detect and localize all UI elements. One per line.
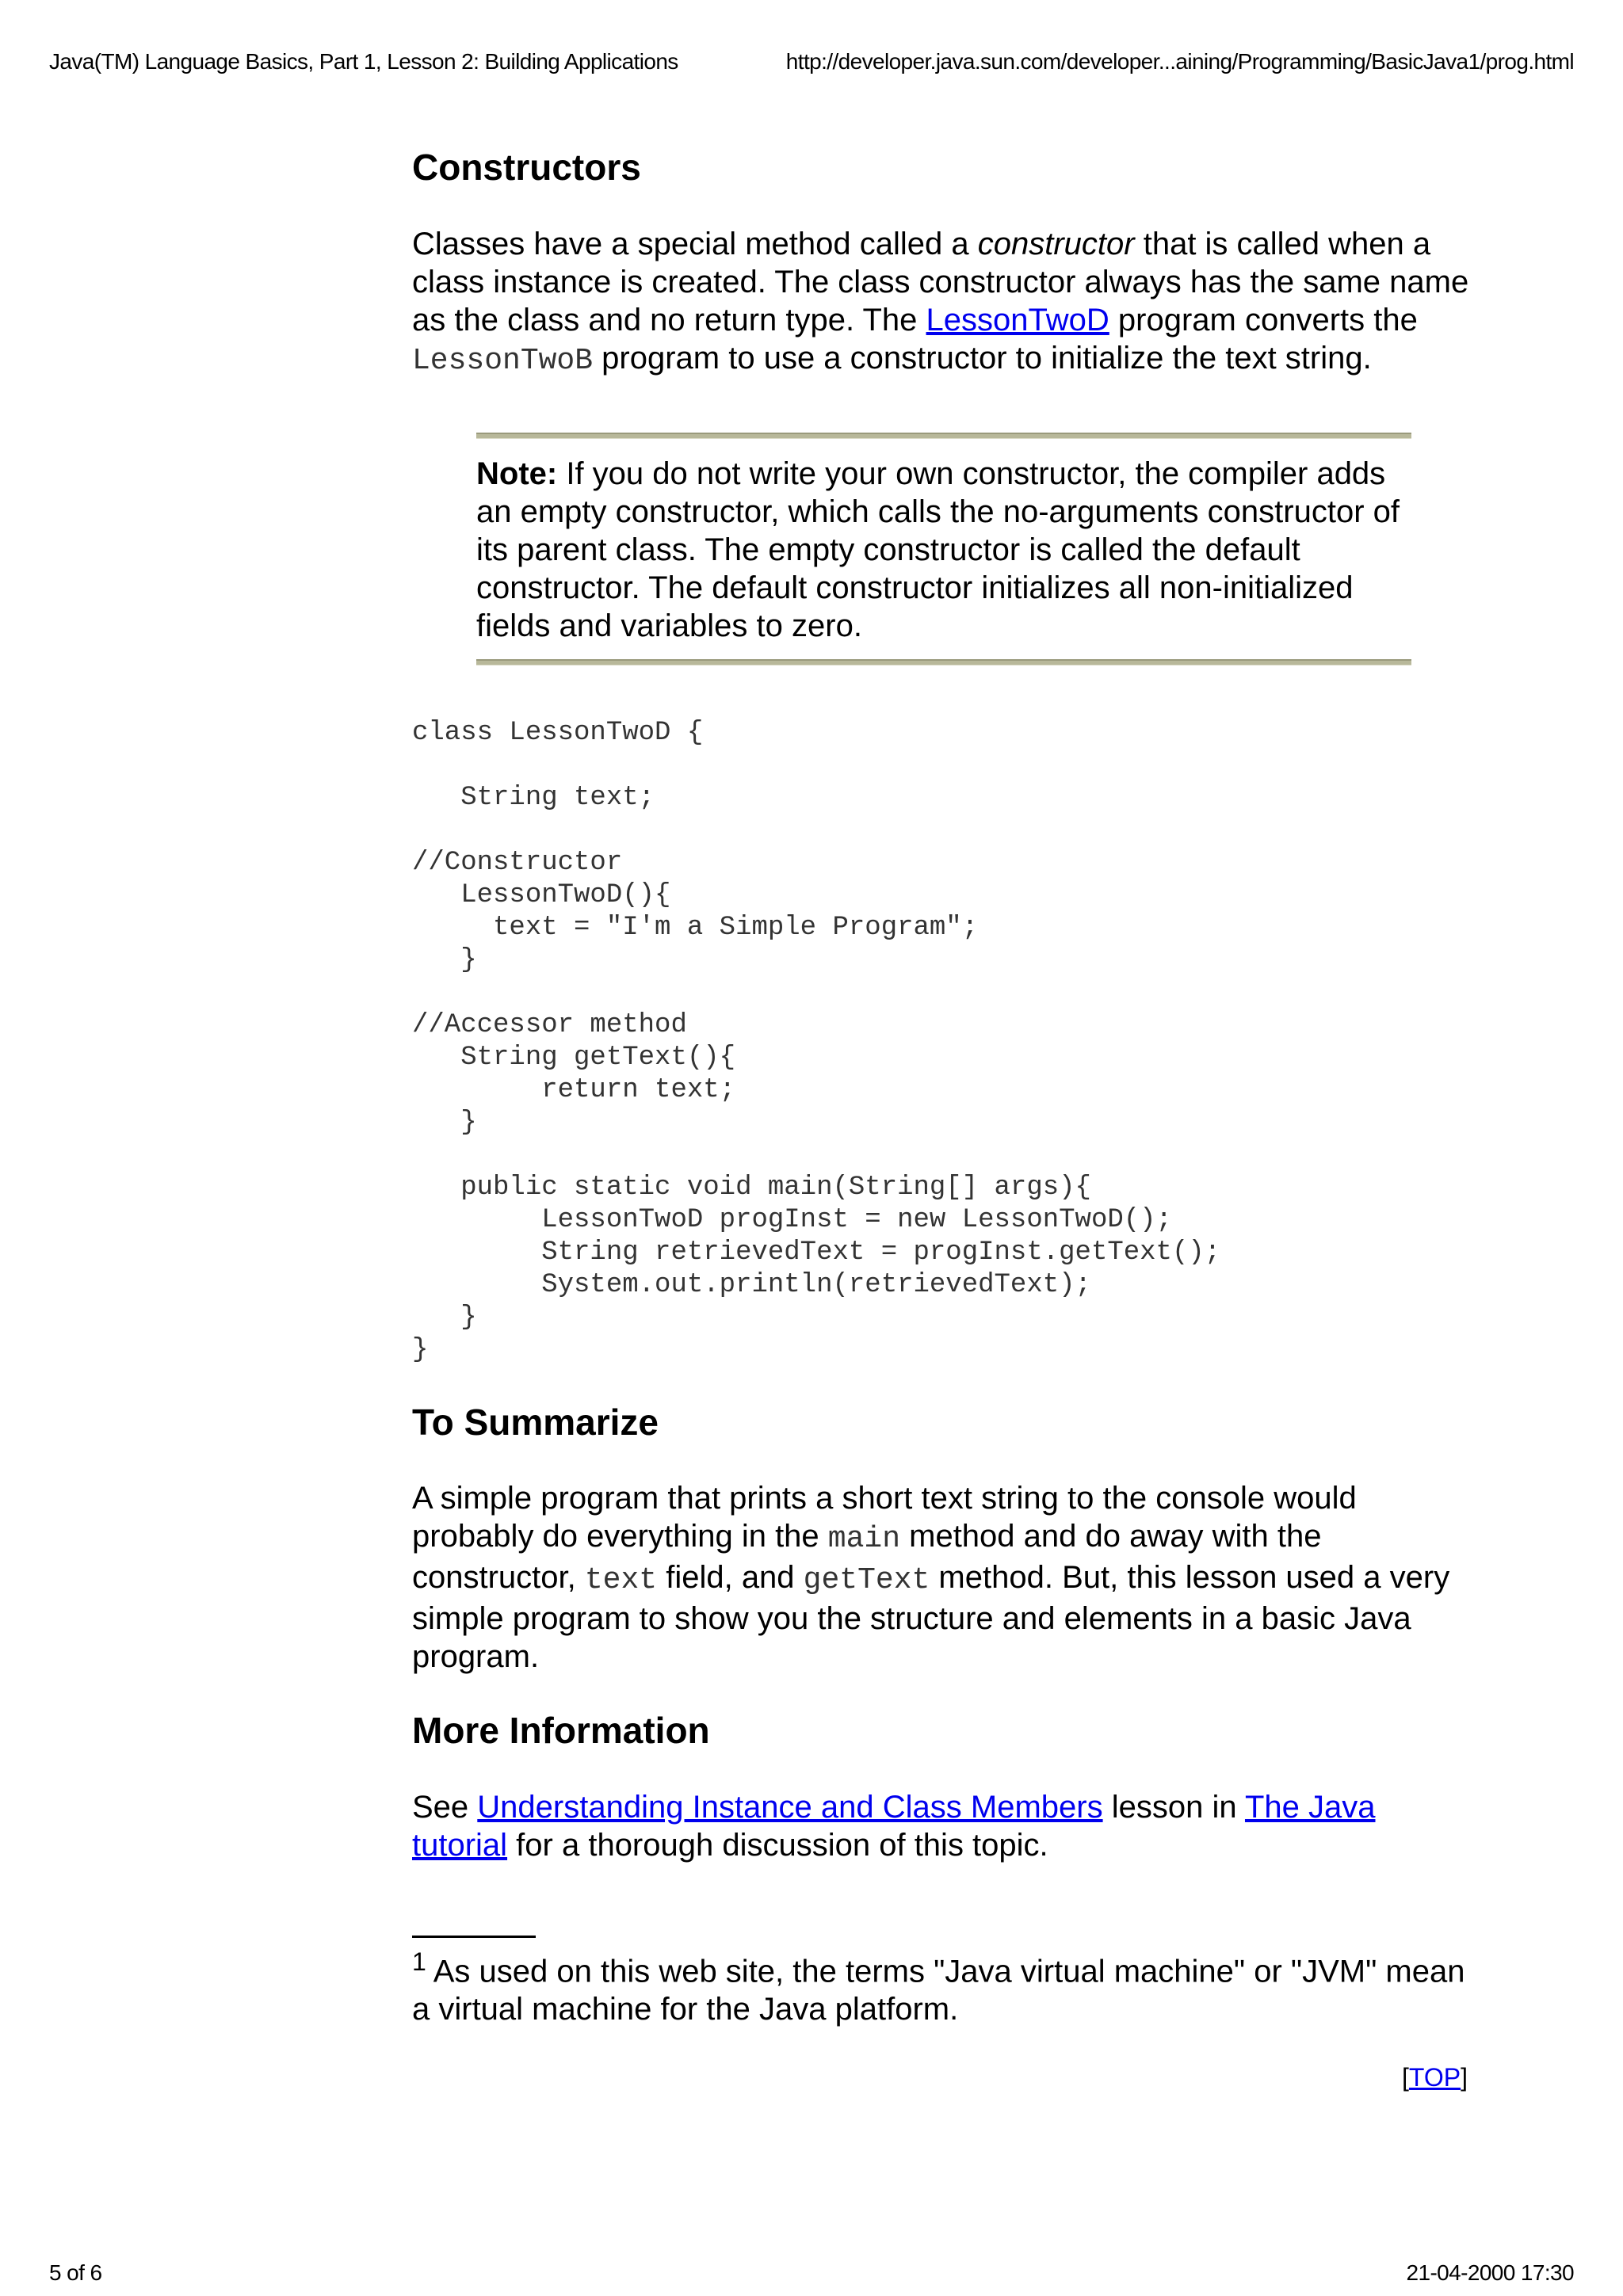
text-run: field, and	[657, 1560, 804, 1595]
bracket-open: [	[1402, 2063, 1409, 2092]
text-run: that is called when a class instance is created. The class constructor always has the same name as the class and no return type. The	[412, 227, 1469, 338]
footnote-rule	[412, 1936, 536, 1938]
text-run: method. But, this lesson used a very simple program to show you the structure and elements in a basic Java program.	[412, 1560, 1450, 1674]
constructor-emphasis: constructor	[977, 227, 1135, 261]
summary-heading: To Summarize	[412, 1402, 659, 1443]
note-top-rule	[476, 433, 1411, 439]
print-header-title: Java(TM) Language Basics, Part 1, Lesson 2: Building Applications	[49, 49, 678, 74]
constructors-section	[412, 145, 1474, 189]
instance-class-members-link[interactable]: Understanding Instance and Class Members	[477, 1790, 1103, 1825]
note-body: If you do not write your own constructor, the compiler adds an empty constructor, which calls the no-arguments constructor of its parent class. The empty constructor is called the default constructor. The default constructor initializes all non-initialized fields and variables to zero.	[476, 456, 1400, 643]
lessontwod-link[interactable]: LessonTwoD	[926, 303, 1109, 338]
bracket-close: ]	[1461, 2063, 1468, 2092]
note-text	[476, 439, 1411, 659]
text-run: A simple program that prints a short text string to the console would probably do everything in the	[412, 1481, 1357, 1554]
text-run: Classes have a special method called a	[412, 227, 978, 261]
footnote-text	[412, 1943, 1474, 2028]
print-header-url: http://developer.java.sun.com/developer...aining/Programming/BasicJava1/prog.html	[785, 49, 1574, 74]
footnote-marker: 1	[412, 1947, 426, 1976]
lessontwob-code: LessonTwoB	[412, 344, 594, 378]
constructors-paragraph	[412, 225, 1474, 380]
top-link[interactable]: TOP	[1408, 2063, 1461, 2092]
text-run: method and do away with the constructor,	[412, 1519, 1322, 1595]
more-info-heading: More Information	[412, 1710, 710, 1751]
footnote-body: As used on this web site, the terms "Java virtual machine" or "JVM" mean a virtual machine for the Java platform.	[412, 1954, 1465, 2027]
summary-text	[412, 1479, 1474, 1676]
note-box	[476, 433, 1411, 666]
gettext-code: getText	[803, 1563, 930, 1597]
top-nav	[1402, 2063, 1468, 2092]
java-tutorial-link[interactable]: The Java tutorial	[412, 1790, 1376, 1863]
note-label: Note:	[476, 456, 558, 491]
text-run: See	[412, 1790, 478, 1825]
constructors-text	[412, 225, 1474, 380]
text-run: program converts the	[1109, 303, 1418, 338]
more-info-section	[412, 1708, 1474, 1753]
text-code: text	[584, 1563, 658, 1597]
main-code: main	[827, 1522, 901, 1556]
text-run: lesson in	[1102, 1790, 1245, 1825]
text-run: for a thorough discussion of this topic.	[507, 1828, 1048, 1863]
constructors-heading: Constructors	[412, 147, 641, 188]
print-datetime: 21-04-2000 17:30	[1406, 2260, 1574, 2285]
more-info-text	[412, 1788, 1474, 1864]
code-listing: class LessonTwoD { String text; //Constructor LessonTwoD(){ text = "I'm a Simple Program"; } //Accessor method String getText(){ return text; } public static void main(String[] args){ LessonTwoD progInst = new LessonTwoD(); String retrievedText = progInst.getText(); System.out.println(retrievedText); } }	[412, 718, 1221, 1365]
more-info-paragraph	[412, 1788, 1474, 1864]
footnote	[412, 1943, 1474, 2028]
summary-paragraph	[412, 1479, 1474, 1676]
note-bottom-rule	[476, 659, 1411, 666]
summary-section	[412, 1400, 1474, 1444]
text-run: program to use a constructor to initialize the text string.	[593, 341, 1372, 376]
page-number: 5 of 6	[49, 2260, 102, 2285]
